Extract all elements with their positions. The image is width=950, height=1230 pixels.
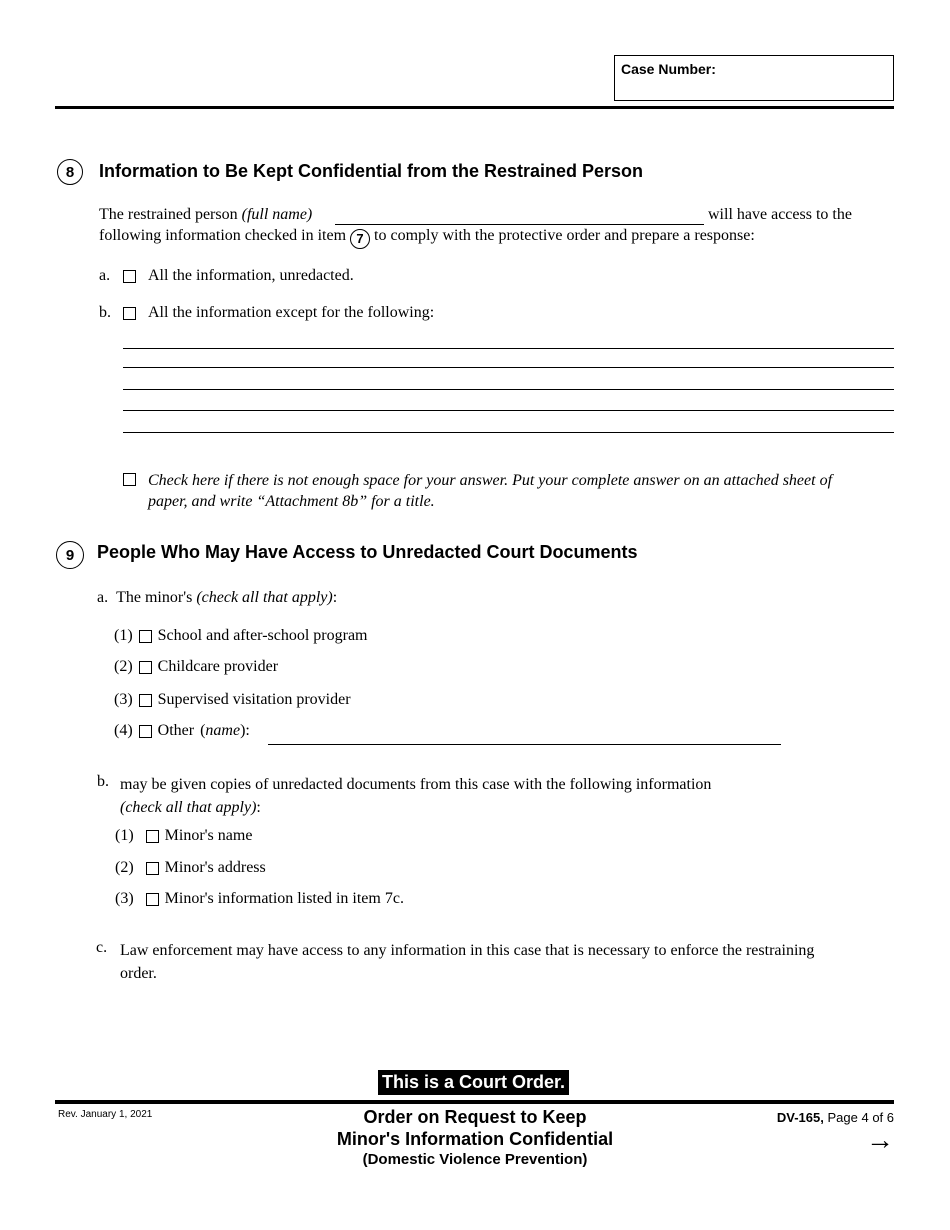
answer-line-2[interactable] (123, 367, 894, 368)
page-indicator (777, 1110, 894, 1125)
item-9b-2-num: (2) (115, 859, 134, 876)
checkbox-9a-4[interactable] (139, 725, 152, 738)
intro-fullname-hint: (full name) (241, 206, 313, 223)
item-7-reference: 7 (350, 229, 370, 249)
intro-line2-pre: following information checked in item (99, 227, 347, 244)
item-8a-letter: a. (99, 267, 111, 284)
item-9b-3-num: (3) (115, 890, 134, 907)
item-8a-label: All the information, unredacted. (148, 267, 354, 284)
court-order-badge: This is a Court Order. (378, 1070, 569, 1095)
form-title-line-3: (Domestic Violence Prevention) (362, 1151, 588, 1168)
item-9b-2 (115, 859, 266, 877)
checkbox-9a-2[interactable] (139, 661, 152, 674)
item-9a-2-num: (2) (114, 658, 133, 675)
other-name-field[interactable] (268, 744, 781, 745)
item-9a-4-name-hint: (name): (200, 722, 250, 739)
form-title-line-1: Order on Request to Keep (363, 1107, 587, 1127)
item-9a-1-label: School and after-school program (157, 627, 368, 644)
attachment-instruction (148, 470, 832, 512)
item-9a-2-label: Childcare provider (157, 658, 279, 675)
intro-line2-post: to comply with the protective order and prepare a response: (374, 227, 755, 244)
case-number-box[interactable] (614, 55, 894, 101)
form-title (300, 1106, 650, 1170)
section-8-intro-line2 (99, 227, 755, 249)
item-9a-4 (114, 722, 250, 740)
answer-line-1[interactable] (123, 348, 894, 349)
section-8-title: Information to Be Kept Confidential from the Restrained Person (99, 161, 644, 181)
checkbox-8a[interactable] (123, 270, 136, 283)
header-rule (55, 106, 894, 109)
case-number-label: Case Number: (621, 61, 716, 77)
item-9b-text: may be given copies of unredacted documents from this case with the following information (120, 776, 712, 793)
item-9a-hint: (check all that apply) (196, 589, 333, 606)
attachment-line-2: paper, and write “Attachment 8b” for a title. (148, 493, 435, 510)
item-9a-3-num: (3) (114, 691, 133, 708)
page-info: Page 4 of 6 (827, 1110, 894, 1125)
section-8-intro-line1 (99, 206, 312, 224)
checkbox-8b[interactable] (123, 307, 136, 320)
item-9a (97, 589, 337, 607)
intro-text-post: will have access to the (708, 206, 852, 223)
item-9a-letter: a. (97, 589, 109, 606)
item-8b-letter: b. (99, 304, 111, 321)
answer-line-4[interactable] (123, 410, 894, 411)
item-9b-1-num: (1) (115, 827, 134, 844)
item-9b-3-label: Minor's information listed in item 7c. (164, 890, 404, 907)
item-9b-text-block (120, 773, 711, 819)
item-9a-2 (114, 658, 278, 676)
item-9a-1-num: (1) (114, 627, 133, 644)
item-8b (123, 304, 434, 322)
item-8b-label: All the information except for the following: (148, 304, 435, 321)
next-page-arrow-icon[interactable]: → (866, 1124, 894, 1155)
answer-line-3[interactable] (123, 389, 894, 390)
item-9a-1 (114, 627, 368, 645)
answer-line-5[interactable] (123, 432, 894, 433)
footer-rule (55, 1100, 894, 1104)
item-9b-2-label: Minor's address (164, 859, 266, 876)
item-9b-1 (115, 827, 252, 845)
checkbox-9a-3[interactable] (139, 694, 152, 707)
item-9a-4-num: (4) (114, 722, 133, 739)
checkbox-9b-3[interactable] (146, 893, 159, 906)
item-9b-1-label: Minor's name (164, 827, 253, 844)
item-9c-line-1: Law enforcement may have access to any information in this case that is necessary to enforce the restraining (120, 942, 815, 959)
form-title-line-2: Minor's Information Confidential (336, 1129, 614, 1149)
section-9-number: 9 (56, 541, 84, 569)
item-9a-3 (114, 691, 351, 709)
item-8a (123, 267, 354, 285)
full-name-field[interactable] (335, 224, 704, 225)
intro-text: The restrained person (99, 206, 238, 223)
item-9c-letter: c. (96, 939, 108, 956)
checkbox-attachment-8b[interactable] (123, 473, 136, 486)
section-8-number: 8 (57, 159, 83, 185)
section-9-title: People Who May Have Access to Unredacted Court Documents (97, 542, 638, 562)
item-9a-4-label: Other (157, 722, 195, 739)
item-9c-line-2: order. (120, 965, 157, 982)
item-9b-hint: (check all that apply): (120, 799, 261, 816)
checkbox-9a-1[interactable] (139, 630, 152, 643)
checkbox-9b-2[interactable] (146, 862, 159, 875)
item-9a-3-label: Supervised visitation provider (157, 691, 351, 708)
item-9a-colon: : (332, 589, 338, 606)
item-9c-text (120, 939, 814, 985)
attachment-line-1: Check here if there is not enough space for your answer. Put your complete answer on an attached sheet of (148, 472, 833, 489)
revision-date: Rev. January 1, 2021 (58, 1109, 153, 1120)
item-9a-text: The minor's (116, 589, 193, 606)
form-id: DV-165, (776, 1110, 824, 1125)
item-9b-letter: b. (97, 773, 109, 790)
item-9b-3 (115, 890, 404, 908)
checkbox-9b-1[interactable] (146, 830, 159, 843)
